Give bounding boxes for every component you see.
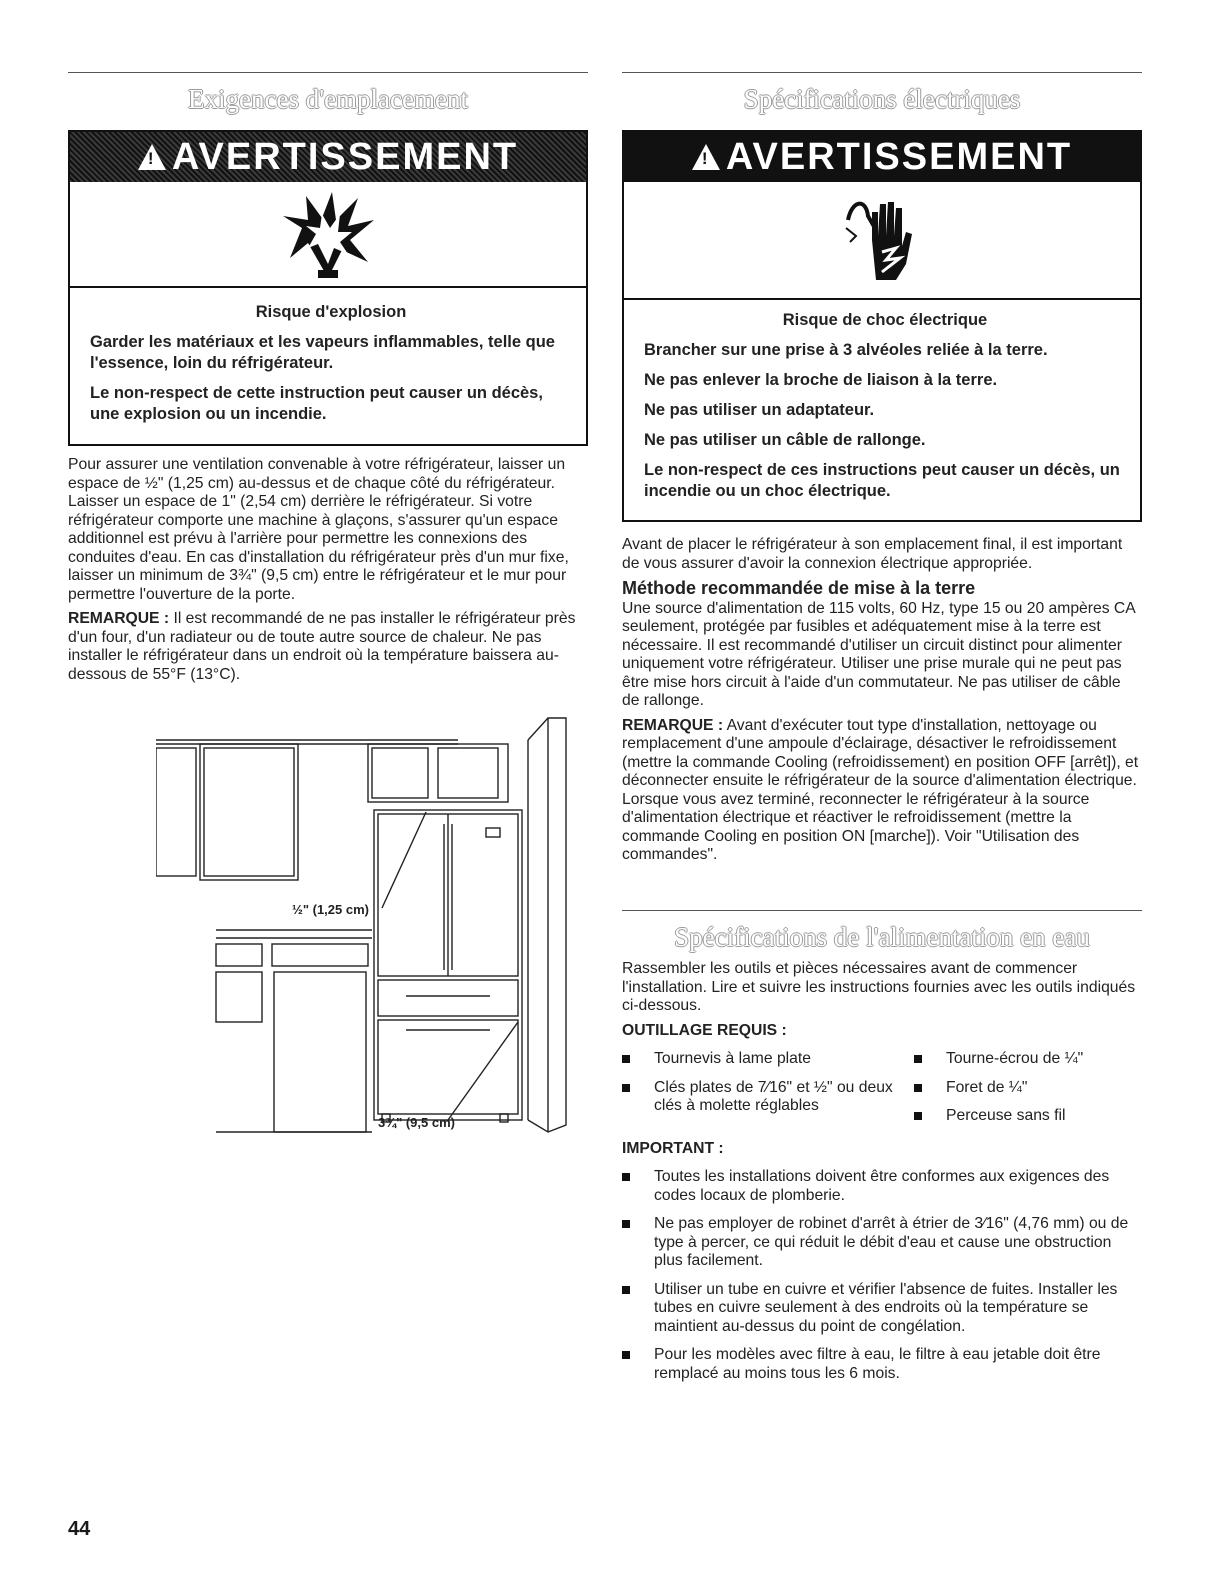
tool-item: Tournevis à lame plate: [622, 1050, 914, 1069]
tool-item: Clés plates de 7⁄16" et ½" ou deux clés à molette réglables: [622, 1079, 914, 1116]
remark-text: Il est recommandé de ne pas installer le réfrigérateur près d'un four, d'un radiateur ou de toute autre source de chaleur. Ne pas installer le réfrigérateur dans un endroit où la température baissera au-dessous de 55°F (13°C).: [68, 610, 576, 683]
section-title-electrical: Spécifications électriques: [743, 84, 1021, 114]
important-item: Utiliser un tube en cuivre et vérifier l'absence de fuites. Installer les tubes en cuivre seulement à des endroits où la température se maintient au-dessus du point de congélation.: [622, 1281, 1142, 1337]
warning-consequence: Le non-respect de cette instruction peut causer un décès, une explosion ou un incendie.: [90, 384, 543, 423]
label-side-clearance: 3¾" (9,5 cm): [378, 1115, 455, 1130]
warning-line: Ne pas utiliser un adaptateur.: [644, 401, 875, 419]
tools-heading: OUTILLAGE REQUIS :: [622, 1021, 787, 1039]
remark-label: REMARQUE :: [68, 610, 170, 627]
water-intro: Rassembler les outils et pièces nécessaires avant de commencer l'installation. Lire et suivre les instructions fournies avec les outils indiqués ci-dessous.: [622, 960, 1136, 1014]
important-item: Pour les modèles avec filtre à eau, le filtre à eau jetable doit être remplacé au moins tous les 6 mois.: [622, 1346, 1142, 1383]
important-item: Ne pas employer de robinet d'arrêt à étrier de 3⁄16" (4,76 mm) ou de type à percer, ce qui réduit le débit d'eau et cause une obstruction plus facilement.: [622, 1215, 1142, 1271]
important-list: [622, 1168, 1142, 1383]
warning-line: Ne pas enlever la broche de liaison à la terre.: [644, 371, 998, 389]
warning-header: [624, 132, 1140, 182]
tools-lists: [622, 1050, 1142, 1136]
water-text: [622, 960, 1142, 1393]
location-paragraph: Pour assurer une ventilation convenable à votre réfrigérateur, laisser un espace de ½" (1,25 cm) au-dessus et de chaque côté du réfrigérateur. Laisser un espace de 1" (2,54 cm) derrière le réfrigérateur. Si votre réfrigérateur comporte une machine à glaçons, s'assurer qu'un espace additionnel est prévu à l'arrière pour permettre les connexions des conduites d'eau. En cas d'installation du réfrigérateur près d'un mur fixe, laisser un minimum de 3¾" (9,5 cm) entre le réfrigérateur et le mur pour permettre l'ouverture de la porte.: [68, 456, 569, 603]
warning-line: Le non-respect de ces instructions peut causer un décès, un incendie ou un choc électrique.: [644, 461, 1120, 500]
hazard-title: Risque de choc électrique: [782, 311, 988, 329]
warning-triangle-icon: [138, 144, 166, 170]
mid-rule-right: [622, 910, 1142, 911]
tool-item: Tourne-écrou de ¼": [914, 1050, 1142, 1069]
warning-line: Brancher sur une prise à 3 alvéoles reliée à la terre.: [644, 341, 1048, 359]
warning-header: [70, 132, 586, 182]
electrical-text: [622, 536, 1142, 871]
grounding-heading: Méthode recommandée de mise à la terre: [622, 578, 976, 598]
tools-list-right: [914, 1050, 1142, 1136]
warning-line: Ne pas utiliser un câble de rallonge.: [644, 431, 926, 449]
important-heading: IMPORTANT :: [622, 1139, 724, 1157]
section-title-location: Exigences d'emplacement: [188, 84, 468, 114]
top-rule-right: [622, 72, 1142, 73]
important-item: Toutes les installations doivent être conformes aux exigences des codes locaux de plomberie.: [622, 1168, 1142, 1205]
warning-header-text: AVERTISSEMENT: [725, 135, 1073, 178]
electric-shock-icon: [842, 190, 922, 290]
tool-item: Perceuse sans fil: [914, 1107, 1142, 1126]
shock-icon-area: [624, 182, 1140, 300]
electrical-intro: Avant de placer le réfrigérateur à son emplacement final, il est important de vous assurer d'avoir la connexion électrique appropriée.: [622, 536, 1123, 572]
explosion-warning-box: [68, 130, 588, 446]
grounding-text: Une source d'alimentation de 115 volts, 60 Hz, type 15 ou 20 ampères CA seulement, protégée par fusibles et adéquatement mise à la terre est nécessaire. Il est recommandé d'utiliser un circuit distinct pour alimenter uniquement votre réfrigérateur. Utiliser une prise murale qui ne peut pas être mise hors circuit à l'aide d'un commutateur. Ne pas utiliser de câble de rallonge.: [622, 599, 1135, 709]
warning-instruction: Garder les matériaux et les vapeurs inflammables, telle que l'essence, loin du réfrigérateur.: [90, 333, 555, 372]
location-text: [68, 456, 586, 690]
warning-triangle-icon: [692, 144, 720, 170]
clearance-diagram: [156, 700, 588, 1140]
remark-text: Avant d'exécuter tout type d'installation, nettoyage ou remplacement d'une ampoule d'éclairage, désactiver le refroidissement (mettre la commande Cooling (refroidissement) en position OFF [arrêt]), et déconnecter ensuite le réfrigérateur de la source d'alimentation électrique. Lorsque vous avez terminé, reconnecter le réfrigérateur à la source d'alimentation électrique et réactiver le refroidissement (mettre la commande Cooling en position ON [marche]). Voir "Utilisation des commandes".: [622, 716, 1139, 863]
electric-warning-box: [622, 130, 1142, 522]
section-title-water: Spécifications de l'alimentation en eau: [674, 922, 1090, 952]
warning-body: [70, 288, 586, 442]
electrical-remark: [622, 717, 1142, 865]
location-remark: [68, 610, 586, 684]
explosion-icon: [278, 188, 378, 280]
page-number: 44: [68, 1518, 91, 1540]
warning-body: [624, 300, 1140, 519]
label-top-clearance: ½" (1,25 cm): [292, 902, 369, 917]
tools-list-left: [622, 1050, 914, 1136]
tool-item: Foret de ¼": [914, 1079, 1142, 1098]
warning-header-text: AVERTISSEMENT: [171, 135, 519, 178]
hazard-title: Risque d'explosion: [255, 303, 407, 321]
top-rule-left: [68, 72, 588, 73]
remark-label: REMARQUE :: [622, 716, 724, 734]
explosion-icon-area: [70, 182, 586, 288]
